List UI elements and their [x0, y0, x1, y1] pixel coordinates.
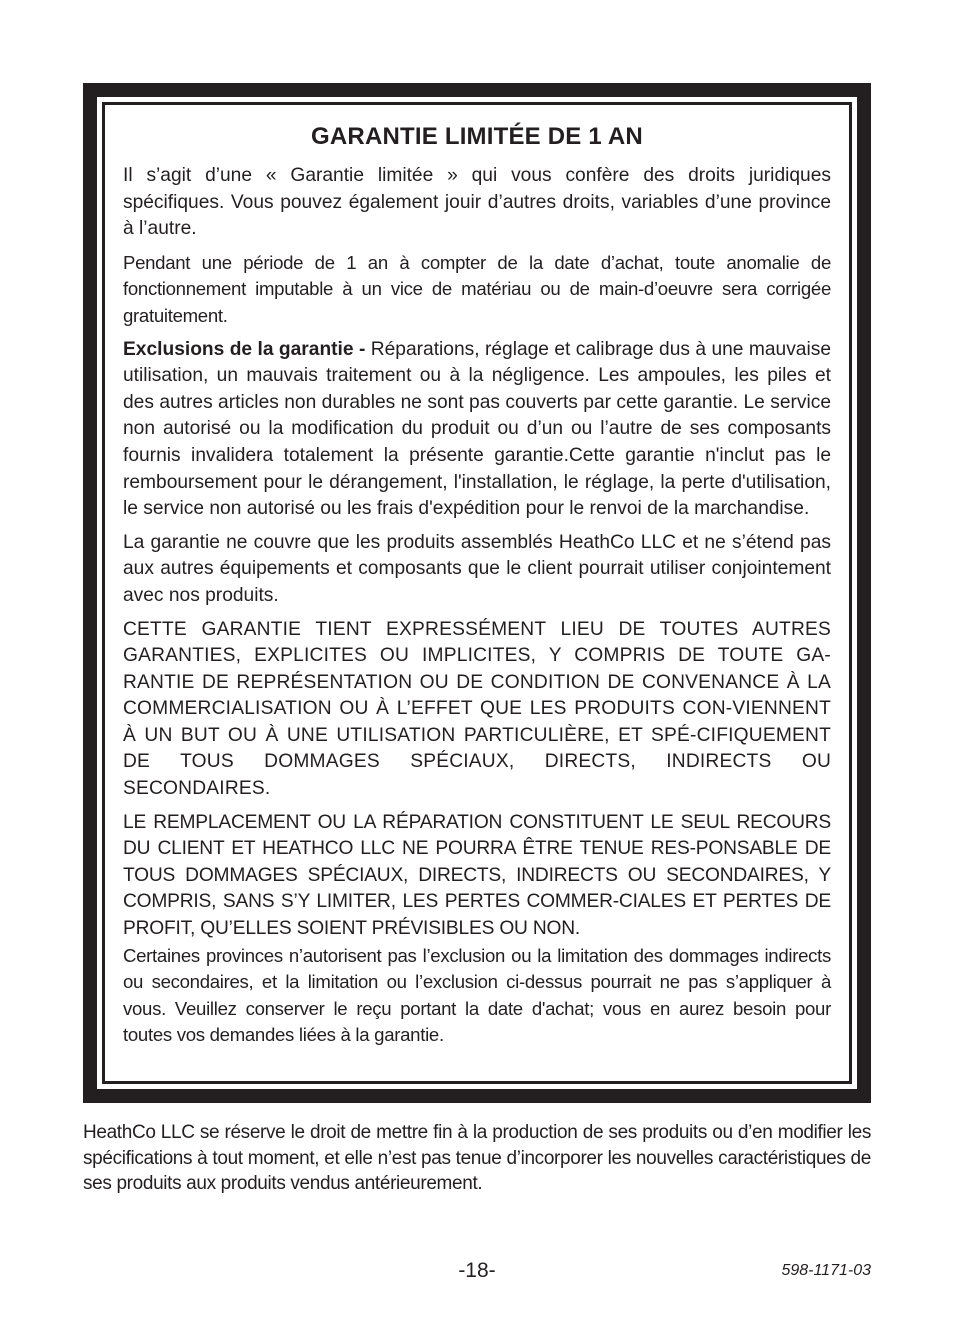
warranty-exclusions-paragraph: [123, 337, 831, 523]
exclusions-label: Exclusions de la garantie -: [123, 338, 371, 360]
document-code: 598-1171-03: [781, 1262, 871, 1279]
warranty-box: [83, 83, 871, 1103]
warranty-remedy-paragraph: LE REMPLACEMENT OU LA RÉPARATION CONSTITUENT LE SEUL RECOURS DU CLIENT ET HEATHCO LLC NE POURRA ÊTRE TENUE RES-PONSABLE DE TOUS DOMMAGES SPÉCIAUX, DIRECTS, INDIRECTS OU SECONDAIRES, Y COMPRIS, SANS S’Y LIMITER, LES PERTES COMMER-CIALES ET PERTES DE PROFIT, QU’ELLES SOIENT PRÉVISIBLES OU NON.: [123, 811, 831, 940]
page-number: -18-: [458, 1259, 496, 1282]
warranty-period-paragraph: Pendant une période de 1 an à compter de la date d’achat, toute anomalie de fonctionnement imputable à un vice de matériau ou de main-d’oeuvre sera corrigée gratuitement.: [123, 251, 831, 326]
warranty-express-paragraph: CETTE GARANTIE TIENT EXPRESSÉMENT LIEU DE TOUTES AUTRES GARANTIES, EXPLICITES OU IMPLICITES, Y COMPRIS DE TOUTE GA-RANTIE DE REPRÉSENTATION OU DE CONDITION DE CONVENANCE À LA COMMERCIALISATION OU À L’EFFET QUE LES PRODUITS CON-VIENNENT À UN BUT OU À UNE UTILISATION PARTICULIÈRE, ET SPÉ-CIFIQUEMENT DE TOUS DOMMAGES SPÉCIAUX, DIRECTS, INDIRECTS OU SECONDAIRES.: [123, 618, 831, 800]
warranty-box-gap: [97, 97, 857, 1089]
warranty-provinces-paragraph: Certaines provinces n’autorisent pas l’exclusion ou la limitation des dommages indirects ou secondaires, et la limitation ou l’exclusion ci-dessus pourrait ne pas s’appliquer à vous. Veuillez conserver le reçu portant la date d'achat; vous en aurez besoin pour toutes vos demandes liées à la garantie.: [123, 944, 831, 1046]
warranty-rights-paragraph: Il s’agit d’une « Garantie limitée » qui vous confère des droits juridiques spécifiques. Vous pouvez également jouir d’autres droits, variables d’une province à l’autre.: [123, 165, 831, 240]
warranty-box-content: [102, 102, 852, 1084]
footer-note: HeathCo LLC se réserve le droit de mettre fin à la production de ses produits ou d’en modifier les spécifications à tout moment, et elle n’est pas tenue d’incorporer les nouvelles caractéristiques de ses produits aux produits vendus antérieurement.: [83, 1122, 871, 1194]
exclusions-text: Réparations, réglage et calibrage dus à une mauvaise utilisation, un mauvais traitement ou à la négligence. Les ampoules, les piles et des autres articles non durables ne sont pas couverts par cette garantie. Le service non autorisé ou la modification du produit ou d’un ou l’autre de ses composants fournis invalidera totalement la présente garantie.Cette garantie n'inclut pas le remboursement pour le dérangement, l'installation, le réglage, la perte d'utilisation, le service non autorisé ou les frais d'expédition pour le renvoi de la marchandise.: [123, 338, 831, 520]
warranty-title: GARANTIE LIMITÉE DE 1 AN: [311, 123, 643, 150]
warranty-scope-paragraph: La garantie ne couvre que les produits assemblés HeathCo LLC et ne s’étend pas aux autres équipements et composants que le client pourrait utiliser conjointement avec nos produits.: [123, 531, 831, 606]
